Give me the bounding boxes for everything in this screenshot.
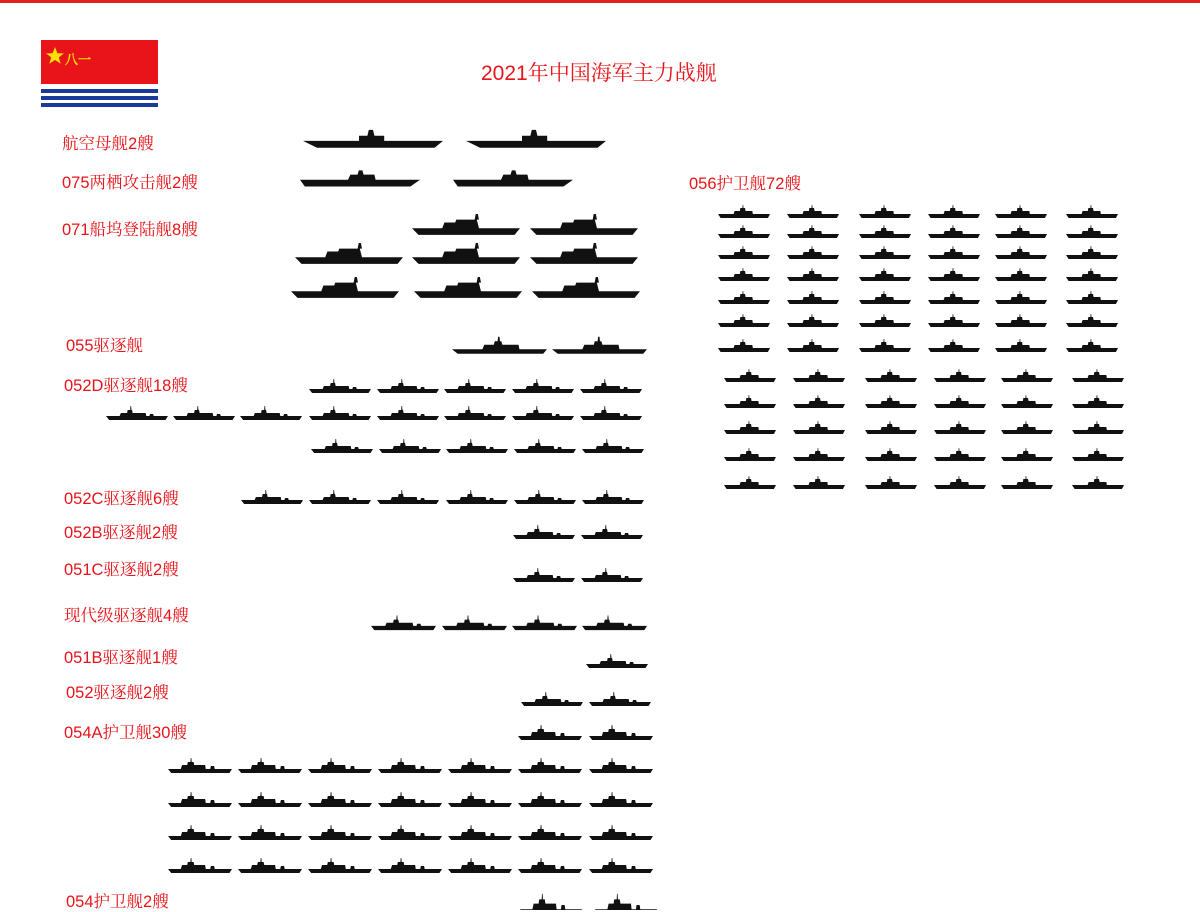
landing-dock-ship-icon (530, 214, 638, 235)
corvette-icon (995, 225, 1047, 238)
corvette-icon (718, 314, 770, 327)
corvette-icon (1001, 395, 1053, 408)
corvette-icon (995, 314, 1047, 327)
destroyer-icon (513, 525, 575, 539)
destroyer-icon (309, 406, 371, 420)
corvette-icon (928, 225, 980, 238)
destroyer-icon (552, 337, 647, 354)
destroyer-icon (379, 439, 441, 453)
corvette-icon (859, 314, 911, 327)
destroyer-icon (377, 379, 439, 393)
corvette-icon (1066, 339, 1118, 352)
corvette-icon (1066, 314, 1118, 327)
frigate-icon (378, 758, 442, 773)
corvette-icon (1066, 225, 1118, 238)
destroyer-icon (377, 490, 439, 504)
destroyer-icon (580, 379, 642, 393)
corvette-icon (995, 268, 1047, 281)
frigate-icon (518, 792, 582, 807)
destroyer-icon (512, 406, 574, 420)
corvette-icon (934, 476, 986, 489)
frigate-icon (308, 758, 372, 773)
destroyer-icon (377, 406, 439, 420)
corvette-icon (865, 448, 917, 461)
aircraft-carrier-icon (303, 130, 443, 148)
destroyer-icon (309, 379, 371, 393)
corvette-icon (1066, 246, 1118, 259)
destroyer-icon (521, 692, 583, 706)
corvette-icon (934, 448, 986, 461)
destroyer-icon (444, 406, 506, 420)
corvette-icon (865, 395, 917, 408)
landing-dock-ship-icon (291, 277, 399, 298)
destroyer-icon (240, 406, 302, 420)
corvette-icon (865, 421, 917, 434)
frigate-icon (378, 858, 442, 873)
destroyer-icon (582, 615, 647, 630)
destroyer-icon (581, 525, 643, 539)
landing-dock-ship-icon (414, 277, 522, 298)
label-052d-destroyer: 052D驱逐舰18艘 (64, 377, 188, 395)
corvette-icon (1001, 448, 1053, 461)
corvette-icon (793, 448, 845, 461)
destroyer-icon (580, 406, 642, 420)
destroyer-icon (514, 490, 576, 504)
corvette-icon (793, 476, 845, 489)
landing-dock-ship-icon (530, 243, 638, 264)
corvette-icon (724, 369, 776, 382)
frigate-icon (238, 858, 302, 873)
corvette-icon (793, 421, 845, 434)
corvette-icon (718, 291, 770, 304)
label-071-lpd: 071船坞登陆舰8艘 (62, 221, 198, 239)
frigate-icon (168, 758, 232, 773)
flag-text: 八一 (65, 52, 92, 67)
corvette-icon (724, 448, 776, 461)
corvette-icon (995, 246, 1047, 259)
corvette-icon (718, 339, 770, 352)
corvette-icon (865, 369, 917, 382)
corvette-icon (1001, 421, 1053, 434)
frigate-icon (448, 825, 512, 840)
label-sovremenny-destroyer: 现代级驱逐舰4艘 (64, 607, 189, 625)
frigate-icon (168, 825, 232, 840)
page-title: 2021年中国海军主力战舰 (481, 62, 717, 85)
destroyer-icon (582, 439, 644, 453)
destroyer-icon (442, 615, 507, 630)
corvette-icon (1066, 268, 1118, 281)
label-051b-destroyer: 051B驱逐舰1艘 (64, 649, 178, 667)
destroyer-icon (586, 654, 648, 668)
destroyer-icon (512, 615, 577, 630)
amphibious-assault-ship-icon (300, 170, 420, 186)
destroyer-icon (514, 439, 576, 453)
corvette-icon (787, 291, 839, 304)
corvette-icon (724, 395, 776, 408)
corvette-icon (928, 246, 980, 259)
destroyer-icon (452, 337, 547, 354)
corvette-icon (865, 476, 917, 489)
frigate-icon (589, 792, 653, 807)
label-052b-destroyer: 052B驱逐舰2艘 (64, 524, 178, 542)
frigate-icon (518, 858, 582, 873)
corvette-icon (995, 339, 1047, 352)
corvette-icon (934, 395, 986, 408)
corvette-icon (718, 246, 770, 259)
corvette-icon (718, 225, 770, 238)
landing-dock-ship-icon (412, 243, 520, 264)
frigate-icon (168, 792, 232, 807)
corvette-icon (787, 205, 839, 218)
corvette-icon (1066, 291, 1118, 304)
frigate-icon (589, 858, 653, 873)
frigate-icon (518, 725, 582, 740)
corvette-icon (928, 205, 980, 218)
corvette-icon (787, 268, 839, 281)
label-075-lhd: 075两栖攻击舰2艘 (62, 174, 198, 192)
frigate-icon (448, 858, 512, 873)
corvette-icon (718, 205, 770, 218)
destroyer-icon (371, 615, 436, 630)
corvette-icon (787, 246, 839, 259)
landing-dock-ship-icon (412, 214, 520, 235)
corvette-icon (724, 476, 776, 489)
frigate-icon (378, 825, 442, 840)
corvette-icon (1072, 448, 1124, 461)
corvette-icon (787, 339, 839, 352)
corvette-icon (718, 268, 770, 281)
label-056-corvette: 056护卫舰72艘 (689, 175, 801, 193)
label-055-destroyer: 055驱逐舰 (66, 337, 144, 355)
corvette-icon (928, 291, 980, 304)
destroyer-icon (309, 490, 371, 504)
frigate-icon (308, 792, 372, 807)
corvette-icon (859, 268, 911, 281)
destroyer-icon (581, 568, 643, 582)
frigate-icon (518, 758, 582, 773)
corvette-icon (1072, 395, 1124, 408)
corvette-icon (1072, 421, 1124, 434)
corvette-icon (859, 205, 911, 218)
corvette-icon (1001, 369, 1053, 382)
corvette-icon (1001, 476, 1053, 489)
destroyer-icon (582, 490, 644, 504)
corvette-icon (928, 339, 980, 352)
corvette-icon (859, 246, 911, 259)
corvette-icon (787, 314, 839, 327)
amphibious-assault-ship-icon (453, 170, 573, 186)
frigate-icon (168, 858, 232, 873)
destroyer-icon (589, 692, 651, 706)
destroyer-icon (106, 406, 168, 420)
corvette-icon (724, 421, 776, 434)
label-052c-destroyer: 052C驱逐舰6艘 (64, 490, 179, 508)
frigate-icon (238, 758, 302, 773)
corvette-icon (787, 225, 839, 238)
frigate-icon (308, 825, 372, 840)
frigate-icon (595, 894, 657, 910)
frigate-icon (238, 825, 302, 840)
frigate-icon (589, 825, 653, 840)
destroyer-icon (241, 490, 303, 504)
frigate-icon (378, 792, 442, 807)
destroyer-icon (444, 379, 506, 393)
corvette-icon (859, 339, 911, 352)
corvette-icon (995, 291, 1047, 304)
corvette-icon (928, 268, 980, 281)
frigate-icon (520, 894, 582, 910)
frigate-icon (589, 758, 653, 773)
destroyer-icon (446, 490, 508, 504)
frigate-icon (518, 825, 582, 840)
destroyer-icon (513, 568, 575, 582)
corvette-icon (793, 395, 845, 408)
corvette-icon (934, 421, 986, 434)
corvette-icon (859, 291, 911, 304)
label-054a-frigate: 054A护卫舰30艘 (64, 724, 187, 742)
label-054-frigate: 054护卫舰2艘 (66, 893, 169, 911)
landing-dock-ship-icon (295, 243, 403, 264)
corvette-icon (934, 369, 986, 382)
corvette-icon (793, 369, 845, 382)
destroyer-icon (512, 379, 574, 393)
corvette-icon (928, 314, 980, 327)
corvette-icon (859, 225, 911, 238)
label-carrier: 航空母舰2艘 (62, 135, 154, 153)
destroyer-icon (311, 439, 373, 453)
destroyer-icon (446, 439, 508, 453)
corvette-icon (1072, 369, 1124, 382)
landing-dock-ship-icon (532, 277, 640, 298)
corvette-icon (995, 205, 1047, 218)
frigate-icon (308, 858, 372, 873)
label-052-destroyer: 052驱逐舰2艘 (66, 684, 169, 702)
corvette-icon (1072, 476, 1124, 489)
frigate-icon (589, 725, 653, 740)
destroyer-icon (173, 406, 235, 420)
frigate-icon (448, 758, 512, 773)
label-051c-destroyer: 051C驱逐舰2艘 (64, 561, 179, 579)
frigate-icon (238, 792, 302, 807)
frigate-icon (448, 792, 512, 807)
corvette-icon (1066, 205, 1118, 218)
aircraft-carrier-icon (466, 130, 606, 148)
